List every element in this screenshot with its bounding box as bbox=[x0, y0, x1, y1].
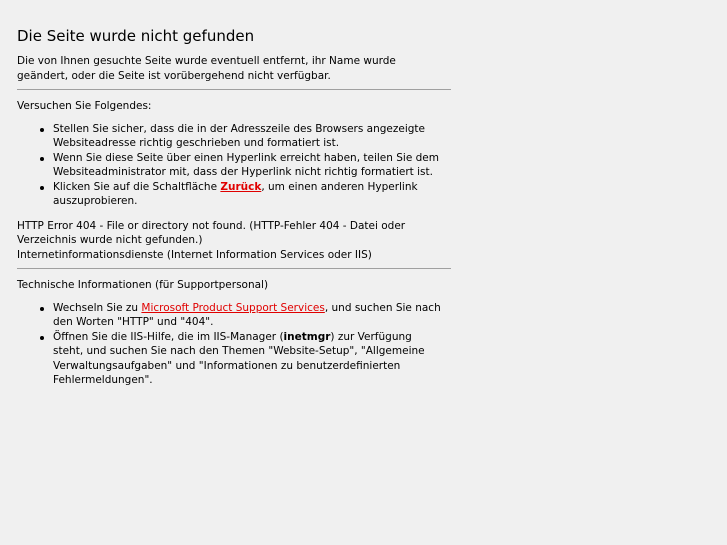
page-title: Die Seite wurde nicht gefunden bbox=[17, 27, 255, 45]
list-item bbox=[17, 330, 443, 388]
suggestions-list bbox=[17, 122, 453, 209]
error-code-text: HTTP Error 404 - File or directory not found. (HTTP-Fehler 404 - Datei oder Verzeichnis wurde nicht gefunden.) bbox=[17, 219, 406, 246]
suggestion-text-prefix: Klicken Sie auf die Schaltfläche bbox=[53, 180, 221, 193]
list-item bbox=[17, 301, 443, 330]
tech-text-prefix: Öffnen Sie die IIS-Hilfe, die im IIS-Manager ( bbox=[53, 330, 284, 343]
suggestion-text-suffix: , um einen anderen Hyperlink auszuprobieren. bbox=[53, 180, 418, 207]
list-item bbox=[17, 122, 443, 151]
list-item bbox=[17, 180, 443, 209]
divider-bottom bbox=[17, 268, 451, 269]
tech-info-list bbox=[17, 301, 453, 388]
intro-text: Die von Ihnen gesuchte Seite wurde eventuell entfernt, ihr Name wurde geändert, oder die Seite ist vorübergehend nicht verfügbar. bbox=[17, 55, 396, 82]
tech-text-prefix: Wechseln Sie zu bbox=[53, 301, 142, 314]
tech-text-suffix: , und suchen Sie nach den Worten "HTTP" und "404". bbox=[53, 301, 441, 328]
divider-top bbox=[17, 89, 451, 90]
list-item bbox=[17, 151, 443, 180]
suggestion-text: Stellen Sie sicher, dass die in der Adresszeile des Browsers angezeigte Websiteadresse richtig geschrieben und formatiert ist. bbox=[53, 122, 426, 149]
error-info bbox=[17, 219, 451, 263]
back-link[interactable]: Zurück bbox=[220, 180, 262, 193]
inetmgr-label: inetmgr bbox=[283, 330, 331, 343]
tech-text-suffix: ) zur Verfügung steht, und suchen Sie nach den Themen "Website-Setup", "Allgemeine Verwaltungsaufgaben" und "Informationen zu benutzerdefinierten Fehlermeldungen". bbox=[53, 330, 425, 386]
suggestion-text: Wenn Sie diese Seite über einen Hyperlink erreicht haben, teilen Sie dem Websiteadministrator mit, dass der Hyperlink nicht richtig formatiert ist. bbox=[53, 151, 439, 178]
suggestions-heading: Versuchen Sie Folgendes: bbox=[17, 100, 152, 112]
error-page bbox=[17, 0, 453, 388]
support-services-link[interactable]: Microsoft Product Support Services bbox=[141, 301, 325, 314]
tech-info-heading: Technische Informationen (für Supportpersonal) bbox=[17, 279, 269, 291]
server-name-text: Internetinformationsdienste (Internet Information Services oder IIS) bbox=[17, 248, 372, 261]
